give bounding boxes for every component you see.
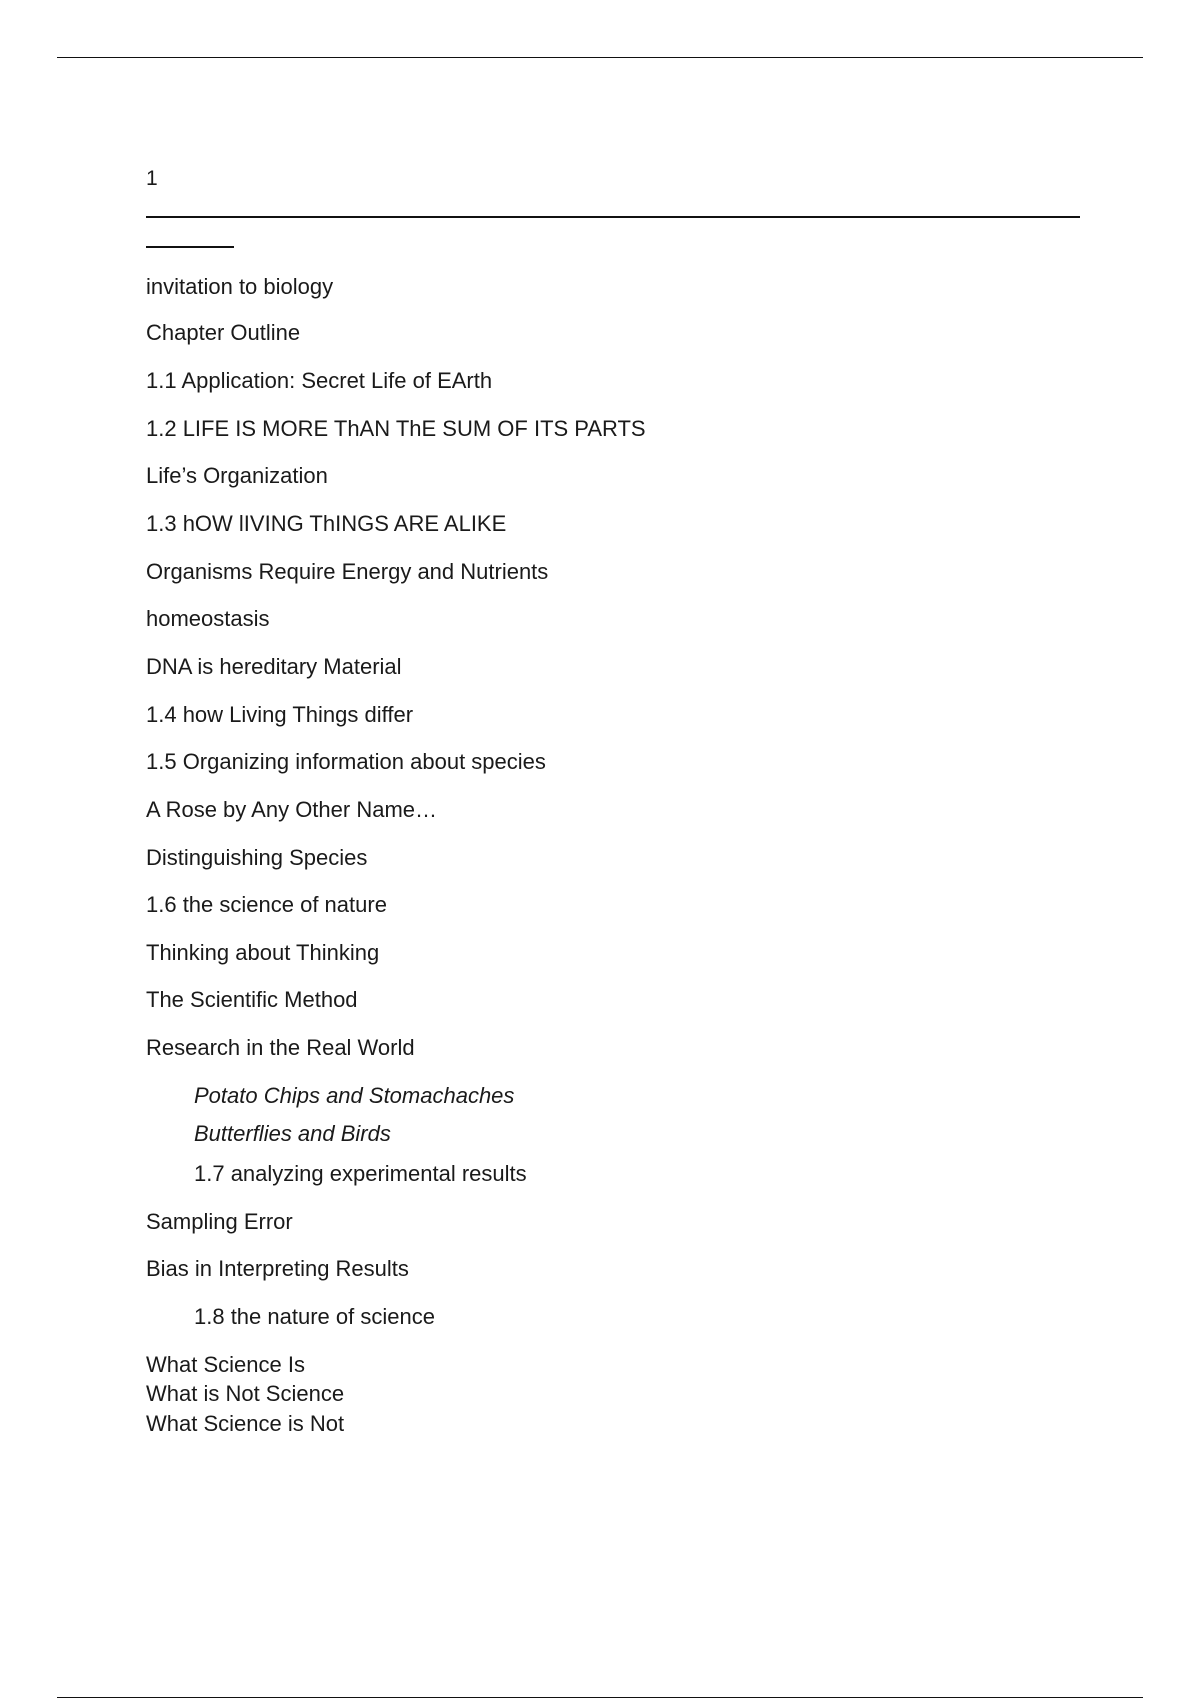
- chapter-title-rule: [146, 216, 1080, 218]
- outline-item: 1.8 the nature of science: [194, 1304, 435, 1329]
- outline-item: What is Not Science: [146, 1381, 345, 1406]
- outline-item: 1.1 Application: Secret Life of EArth: [146, 368, 493, 393]
- outline-item: invitation to biology: [146, 274, 334, 299]
- outline-item: 1.4 how Living Things differ: [146, 702, 414, 727]
- outline-item: Bias in Interpreting Results: [146, 1256, 409, 1281]
- outline-item: Research in the Real World: [146, 1035, 415, 1060]
- outline-item: Potato Chips and Stomachaches: [194, 1083, 515, 1108]
- outline-item: What Science Is: [146, 1352, 305, 1377]
- page-bottom-rule: [57, 1697, 1143, 1698]
- outline-item: 1.3 hOW lIVING ThINGS ARE ALIKE: [146, 511, 507, 536]
- outline-item: Thinking about Thinking: [146, 940, 380, 965]
- outline-item: Butterflies and Birds: [194, 1121, 391, 1146]
- outline-item: Chapter Outline: [146, 320, 301, 345]
- outline-item: homeostasis: [146, 606, 270, 631]
- outline-item: The Scientific Method: [146, 987, 358, 1012]
- outline-item: A Rose by Any Other Name…: [146, 797, 438, 822]
- outline-item: 1.2 LIFE IS MORE ThAN ThE SUM OF ITS PARTS: [146, 416, 646, 441]
- outline-item: Sampling Error: [146, 1209, 293, 1234]
- outline-item: What Science is Not: [146, 1411, 345, 1436]
- outline-item: 1.7 analyzing experimental results: [194, 1161, 527, 1186]
- chapter-title-rule-continuation: [146, 246, 234, 248]
- outline-item: Distinguishing Species: [146, 845, 368, 870]
- outline-item: Life’s Organization: [146, 463, 328, 488]
- outline-item: DNA is hereditary Material: [146, 654, 402, 679]
- chapter-number: 1: [146, 167, 158, 190]
- page-top-rule: [57, 57, 1143, 58]
- outline-item: 1.5 Organizing information about species: [146, 749, 546, 774]
- outline-item: 1.6 the science of nature: [146, 892, 387, 917]
- outline-item: Organisms Require Energy and Nutrients: [146, 559, 549, 584]
